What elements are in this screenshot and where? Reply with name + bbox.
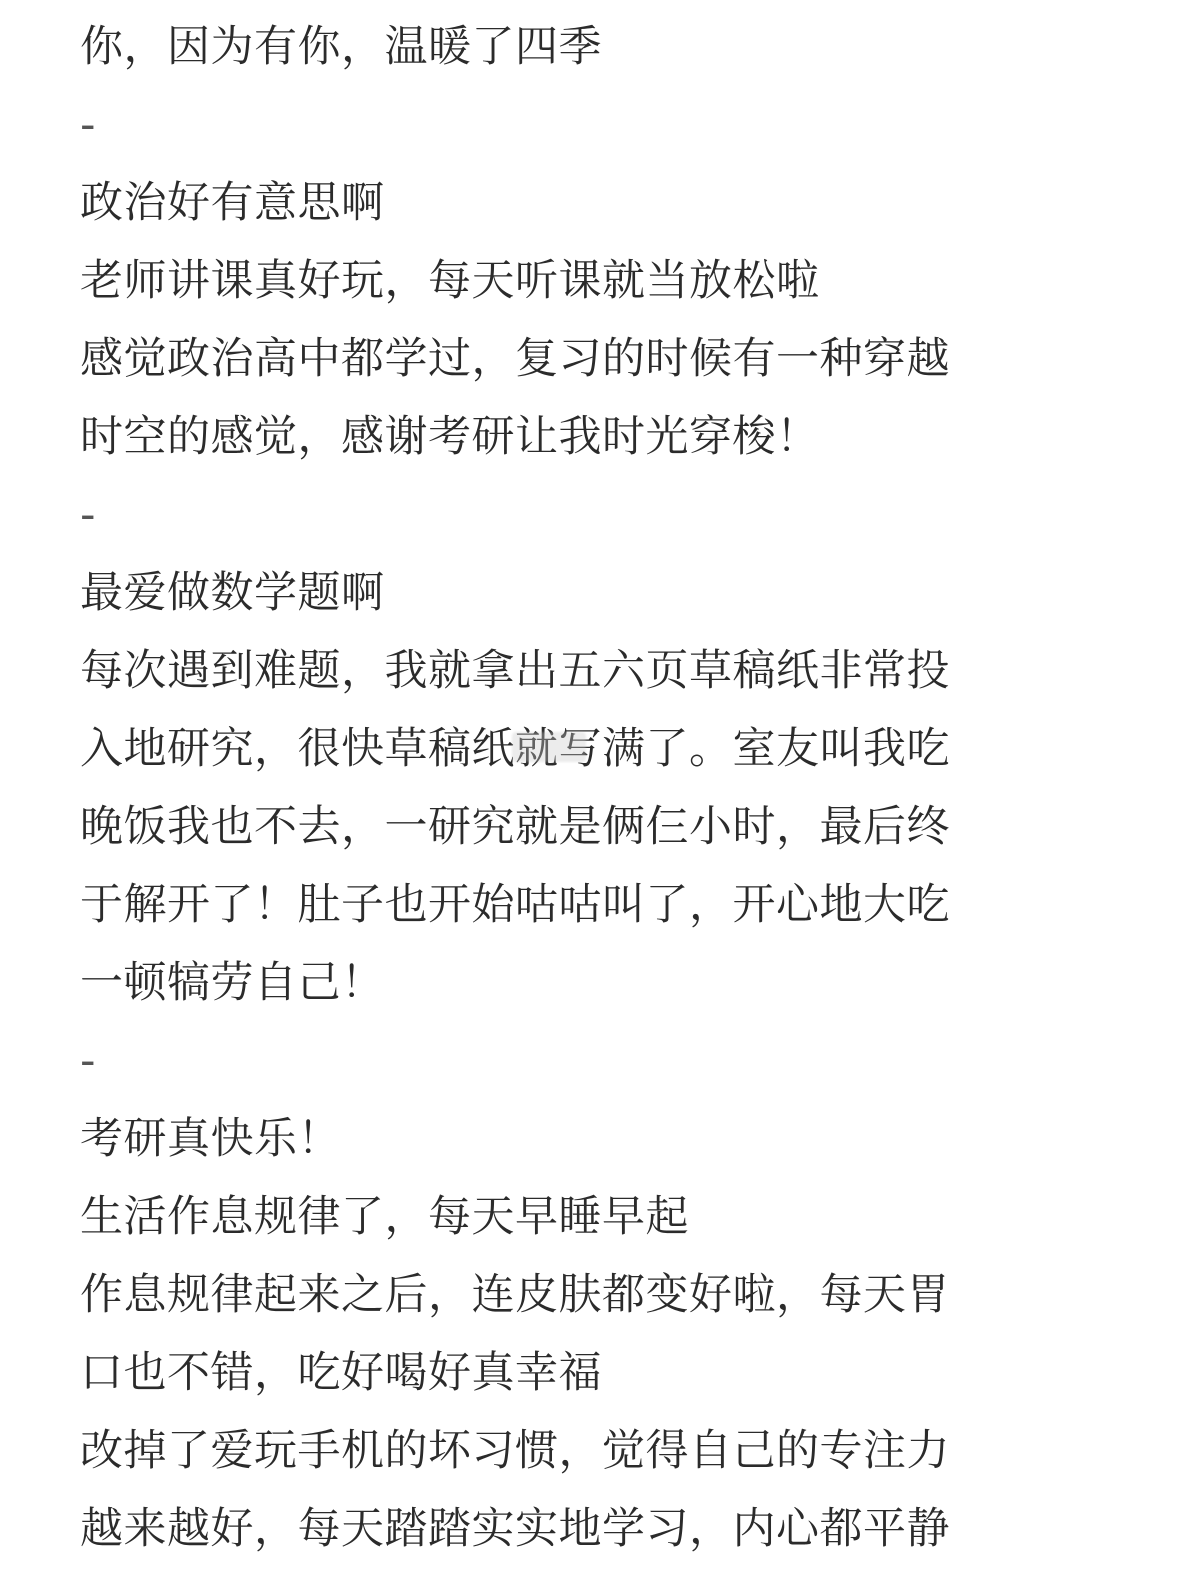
- watermark-smudge: [512, 732, 586, 762]
- text-line: 改掉了爱玩手机的坏习惯，觉得自己的专注力: [80, 1426, 950, 1476]
- post-body: [80, 8, 1100, 1568]
- section-heading: 最爱做数学题啊: [80, 568, 385, 618]
- text-line: 越来越好，每天踏踏实实地学习，内心都平静: [80, 1504, 950, 1554]
- text-line: 作息规律起来之后，连皮肤都变好啦，每天胃: [80, 1270, 950, 1320]
- text-line: 你，因为有你，温暖了四季: [80, 22, 602, 72]
- text-line: 晚饭我也不去，一研究就是俩仨小时，最后终: [80, 802, 950, 852]
- section-divider: -: [80, 1036, 97, 1086]
- text-line: 每次遇到难题，我就拿出五六页草稿纸非常投: [80, 646, 950, 696]
- section-divider: -: [80, 100, 97, 150]
- section-heading: 考研真快乐！: [80, 1114, 341, 1164]
- text-line: 老师讲课真好玩，每天听课就当放松啦: [80, 256, 820, 306]
- section-divider: -: [80, 490, 97, 540]
- text-line: 于解开了！肚子也开始咕咕叫了，开心地大吃: [80, 880, 950, 930]
- text-line: 感觉政治高中都学过，复习的时候有一种穿越: [80, 334, 950, 384]
- text-line: 一顿犒劳自己！: [80, 958, 385, 1008]
- text-line: 生活作息规律了，每天早睡早起: [80, 1192, 689, 1242]
- text-line: 口也不错，吃好喝好真幸福: [80, 1348, 602, 1398]
- text-line: 入地研究，很快草稿纸就写满了。室友叫我吃: [80, 724, 950, 774]
- section-heading: 政治好有意思啊: [80, 178, 385, 228]
- text-line: 时空的感觉，感谢考研让我时光穿梭！: [80, 412, 820, 462]
